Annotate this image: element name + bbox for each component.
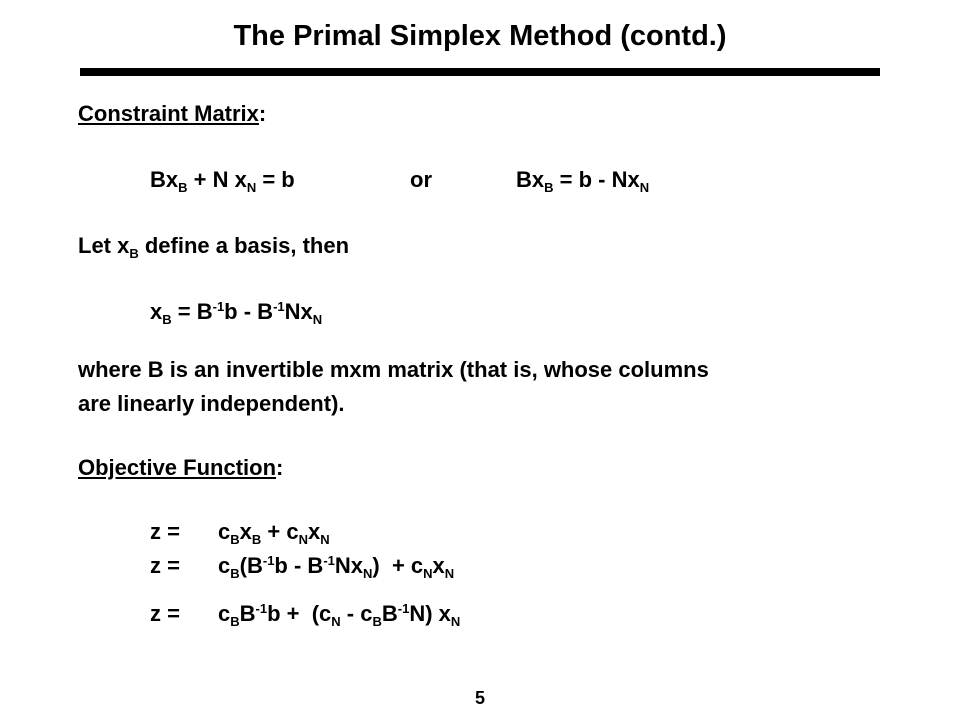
constraint-matrix-heading: Constraint Matrix [78, 101, 259, 126]
objective-function-colon: : [276, 455, 284, 480]
objective-function-heading-row [78, 454, 283, 482]
where-text-line-1: where B is an invertible mxm matrix (that is, whose columns [78, 357, 709, 382]
objective-eq-1-rhs: $c_Bx_B + c_Nx_N$ [218, 519, 330, 547]
constraint-equation-right: $Bx_B = b - Nx_N$ [516, 167, 650, 195]
title-underline [80, 68, 880, 76]
objective-eq-3-lhs: z = [150, 601, 180, 626]
objective-function-heading: Objective Function [78, 455, 277, 480]
constraint-matrix-colon: : [258, 101, 267, 126]
slide-title: The Primal Simplex Method (contd.) [233, 20, 727, 52]
where-text-line-2: are linearly independent). [78, 391, 345, 416]
constraint-equation-or: or [410, 167, 432, 192]
constraint-equation-left: $Bx_B + N$ $x_N = b$ [150, 167, 295, 195]
objective-eq-3-rhs: $c_BB^{-1}b + (c_N - c_BB^{-1}N)$ $x_N$ [218, 601, 461, 629]
basis-equation: $x_B = B^{-1}b - B^{-1}Nx_N$ [150, 299, 323, 327]
page-number: 5 [474, 688, 485, 708]
objective-eq-1-lhs: z = [150, 519, 180, 544]
basis-statement: Let $x_B$ define a basis, then [78, 233, 350, 261]
objective-eq-2-lhs: z = [150, 553, 180, 578]
constraint-matrix-heading-row [78, 100, 266, 128]
objective-eq-2-rhs: $c_B(B^{-1}b - B^{-1}Nx_N) + c_Nx_N$ [218, 553, 455, 581]
